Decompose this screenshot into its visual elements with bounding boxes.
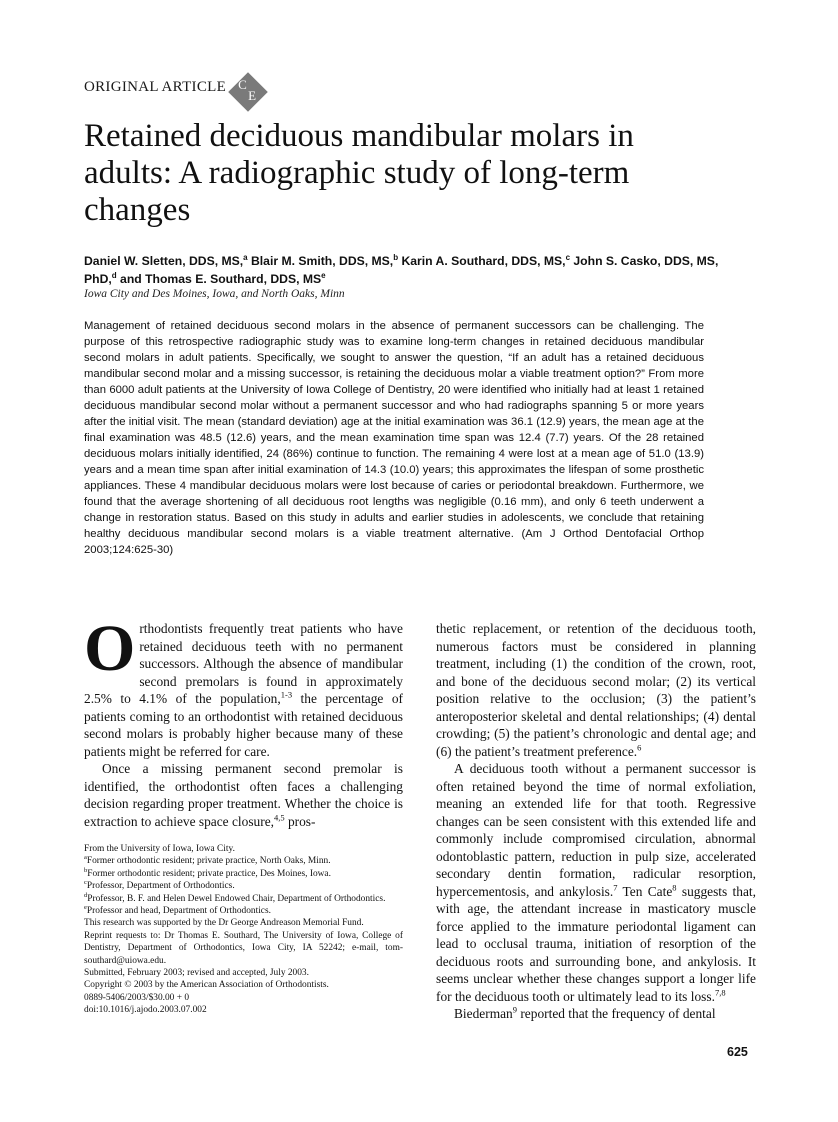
affiliation-mark: a (243, 252, 248, 262)
body-paragraph: Once a missing permanent second premolar is identified, the orthodontist often faces a challenging decision regarding proper treatment. Whether the choice is extraction to achieve space closure,$^{4,5}$ pros- (84, 761, 403, 829)
reference-mark: 1-3 (280, 689, 293, 700)
affiliation-mark: e (321, 270, 326, 280)
footnote-item: $^c$Professor, Department of Orthodontics. (84, 879, 235, 892)
section-label: ORIGINAL ARTICLE (84, 78, 227, 95)
reference-mark: 8 (672, 882, 677, 893)
footnote-dates: Submitted, February 2003; revised and accepted, July 2003. (84, 968, 309, 979)
author-name: Blair M. Smith, DDS, MS, (247, 254, 394, 268)
reference-mark: 7 (613, 882, 618, 893)
article-header (84, 62, 268, 112)
footnote-origin: From the University of Iowa, Iowa City. (84, 844, 235, 854)
article-footnotes (84, 843, 403, 1017)
reference-mark: 6 (637, 742, 642, 753)
affiliation-mark: c (565, 252, 571, 262)
footnote-funding: This research was supported by the Dr George Andreason Memorial Fund. (84, 918, 364, 929)
footnote-doi[interactable]: doi:10.1016/j.ajodo.2003.07.002 (84, 1005, 207, 1016)
reference-mark: 7,8 (714, 987, 726, 998)
footnote-item: $^e$Professor and head, Department of Orthodontics. (84, 903, 271, 917)
body-column-right (436, 620, 756, 1023)
ce-letter-e: E (248, 88, 257, 103)
footnote-item: $^d$Professor, B. F. and Helen Dewel Endowed Chair, Department of Orthodontics. (84, 891, 386, 904)
author-name: John S. Casko, DDS, MS, PhD, (84, 254, 719, 286)
author-name: Karin A. Southard, DDS, MS, (398, 254, 566, 268)
body-column-left (84, 612, 404, 830)
body-paragraph: Biederman$^9$ reported that the frequency of dental (454, 1004, 716, 1021)
article-title: Retained deciduous mandibular molars in adults: A radiographic study of long-term changes (84, 118, 634, 228)
author-name: and Thomas E. Southard, DDS, MS (116, 272, 322, 286)
body-paragraph: A deciduous tooth without a permanent successor is often retained beyond the time of normal exfoliation, meaning an extended life for that tooth. Regressive changes can be seen consistent with this extended life and commonly include compromised circulation, abnormal odontoblastic pattern, reduction in pulp size, accelerated secondary dentin formation, radicular resorption, hypercementosis, and ankylosis.$^7$ Ten Cate$^8$ suggests that, with age, the attendant increase in masticatory muscle force applied to the immature periodontal ligament can lead to occlusal trauma, initiation of resorption of the deciduous roots and surrounding bone, and ankylosis. It seems unclear whether these changes support a longer life for the deciduous tooth or ultimately lead to its loss.$^{7,8}$ (436, 761, 756, 1004)
footnote-issn: 0889-5406/2003/$30.00 + 0 (84, 992, 190, 1003)
reference-mark: 9 (512, 1004, 517, 1015)
author-list (84, 252, 754, 288)
abstract: Management of retained deciduous second molars in the absence of permanent successors can be challenging. The purpose of this retrospective radiographic study was to examine long-term changes in retained deciduous mandibular second molars in adult patients. Specifically, we sought to answer the question, “If an adult has a retained deciduous mandibular second molar and a missing successor, is retaining the deciduous molar a viable treatment option?” From more than 6000 adult patients at the University of Iowa College of Dentistry, 20 were identified who initially had at least 1 retained deciduous mandibular second molar without a permanent successor and who had radiographs spanning 5 or more years after the initial visit. The mean (standard deviation) age at the initial examination was 36.1 (12.9) years, the mean age at the final examination was 48.5 (12.6) years, and the mean examination time span was 12.4 (7.7) years. Of the 28 retained deciduous molars initially identified, 24 (86%) continue to function. The remaining 4 were lost at a mean age of 51.0 (13.9) years and a mean time span after initial examination of 14.3 (10.0) years; this approximates the lifespan of some prosthetic appliances. These 4 mandibular deciduous molars were lost because of caries or periodontal breakdown. Furthermore, we found that the average shortening of all deciduous root lengths was negligible (0.16 mm), and only 6 teeth underwent a change in restoration status. Based on this study in adults and earlier studies in adolescents, we conclude that retaining healthy deciduous mandibular second molars is a viable treatment alternative. (Am J Orthod Dentofacial Orthop 2003;124:625-30) (84, 320, 704, 556)
affiliation-mark: b (393, 252, 399, 262)
author-name: Daniel W. Sletten, DDS, MS, (84, 254, 244, 268)
body-paragraph: Orthodontists frequently treat patients who have retained deciduous teeth with no permanent successors. Although the absence of mandibular second premolars is found in approximately 2.5% to 4.1% of the population,$^{1-3}$ the percentage of patients coming to an orthodontist with retained deciduous second molars is probably higher because many of these patients might be referred for care. (84, 612, 404, 759)
footnote-reprint: Reprint requests to: Dr Thomas E. Southard, The University of Iowa, College of Dentistry, Department of Orthodontics, Iowa City, IA 52242; e-mail, tom-southard@uiowa.edu. (84, 930, 403, 966)
body-paragraph: thetic replacement, or retention of the deciduous tooth, numerous factors must be considered in planning treatment, including (1) the condition of the crown, root, and bone of the deciduous second molar; (2) its vertical position relative to the occlusion; (3) the patient’s anteroposterior skeletal and dental relationships; (4) dental crowding; (5) the patient’s chronologic and dental age; and (6) the patient’s treatment preference.$^6$ (436, 621, 756, 759)
footnote-copyright: Copyright © 2003 by the American Association of Orthodontists. (84, 980, 329, 991)
footnote-item: $^a$Former orthodontic resident; private practice, North Oaks, Minn. (84, 854, 331, 867)
author-locations: Iowa City and Des Moines, Iowa, and North Oaks, Minn (84, 288, 345, 300)
reference-mark: 4,5 (273, 812, 285, 823)
affiliation-mark: d (111, 270, 117, 280)
footnote-item: $^b$Former orthodontic resident; private practice, Des Moines, Iowa. (84, 866, 331, 879)
drop-cap: O (84, 612, 136, 685)
ce-credit-diamond-icon (228, 72, 268, 112)
page-number: 625 (727, 1045, 748, 1059)
ce-letter-c: C (238, 77, 247, 92)
